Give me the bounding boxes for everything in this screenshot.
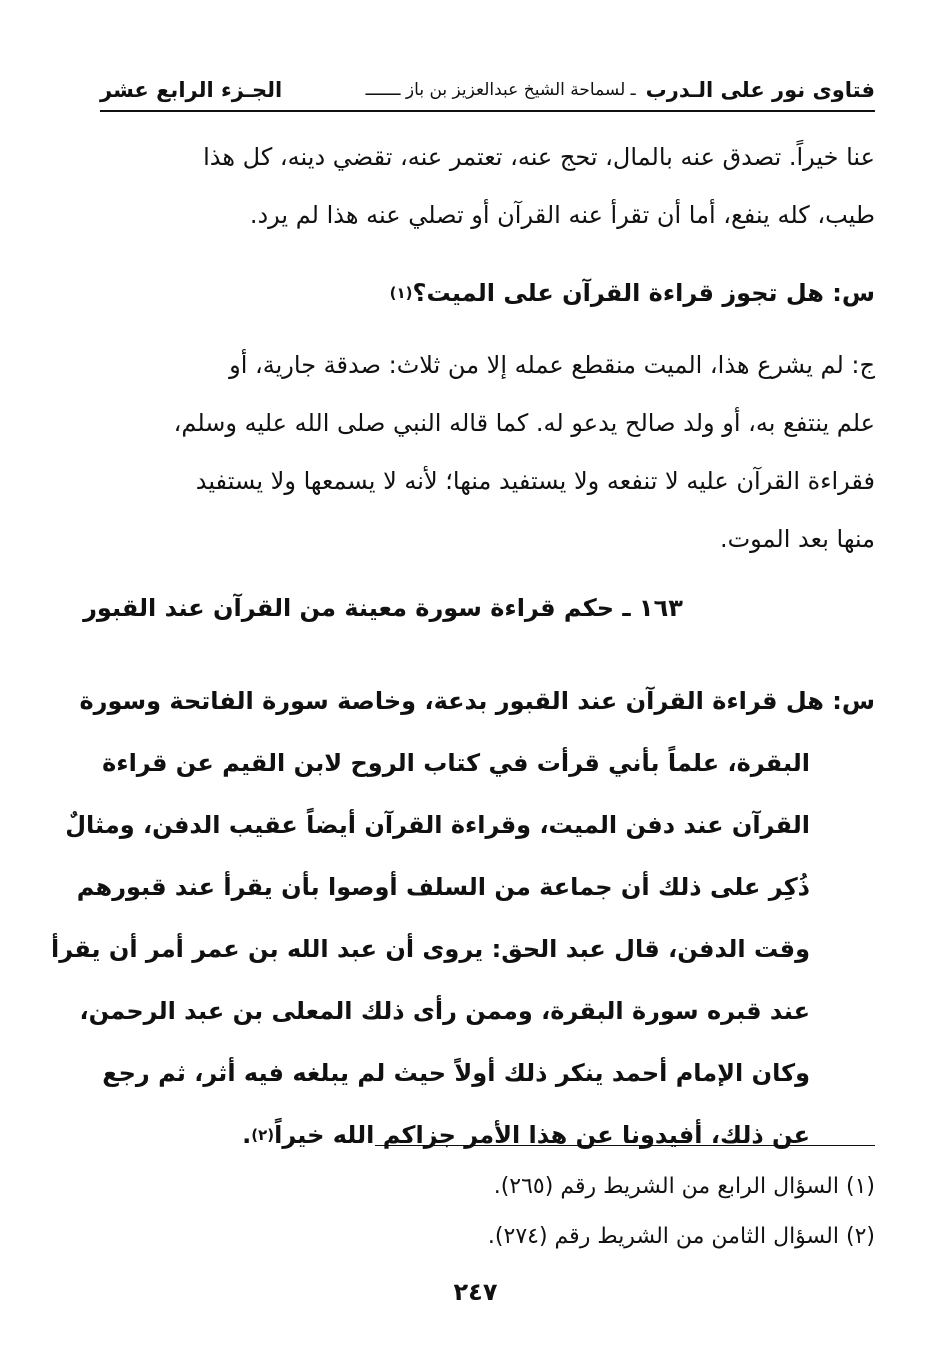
answer-1 <box>100 336 875 568</box>
continued-answer <box>100 128 875 244</box>
text-line: علم ينتفع به، أو ولد صالح يدعو له. كما قاله النبي صلى الله عليه وسلم، <box>173 409 875 437</box>
footnote-ref-2: (٢) <box>251 1126 275 1144</box>
text-line: وكان الإمام أحمد ينكر ذلك أولاً حيث لم يبلغه فيه أثر، ثم رجع <box>102 1059 810 1087</box>
sentence-end: . <box>242 1121 252 1149</box>
header-author: ـ لسماحة الشيخ عبدالعزيز بن باز ـــــــ <box>365 80 636 100</box>
text-line: وقت الدفن، قال عبد الحق: يروى أن عبد الله بن عمر أمر أن يقرأ <box>51 935 810 963</box>
text-line: فقراءة القرآن عليه لا تنفعه ولا يستفيد منها؛ لأنه لا يسمعها ولا يستفيد <box>195 467 875 495</box>
footnote-ref-1: (١) <box>389 284 413 302</box>
text-line: عنا خيراً. تصدق عنه بالمال، تحج عنه، تعتمر عنه، تقضي دينه، كل هذا <box>203 143 875 171</box>
page-number: ٢٤٧ <box>453 1278 498 1306</box>
question-1-text: س: هل تجوز قراءة القرآن على الميت؟ <box>412 279 875 307</box>
header-book-title: فتاوى نور على الـدرب <box>645 78 875 102</box>
running-header <box>100 70 875 112</box>
question-2 <box>51 670 875 1166</box>
text-line: طيب، كله ينفع، أما أن تقرأ عنه القرآن أو تصلي عنه هذا لم يرد. <box>249 201 875 229</box>
text-line: ج: لم يشرع هذا، الميت منقطع عمله إلا من ثلاث: صدقة جارية، أو <box>229 351 875 379</box>
section-heading: ١٦٣ ـ حكم قراءة سورة معينة من القرآن عند القبور <box>83 594 683 622</box>
text-line: منها بعد الموت. <box>719 525 875 553</box>
text-line: القرآن عند دفن الميت، وقراءة القرآن أيضاً عقيب الدفن، ومثالٌ <box>65 811 810 839</box>
footnote: (١) السؤال الرابع من الشريط رقم (٢٦٥). <box>493 1174 875 1199</box>
text-line: س: هل قراءة القرآن عند القبور بدعة، وخاصة سورة الفاتحة وسورة <box>79 687 875 715</box>
question-1 <box>100 264 875 322</box>
footnote: (٢) السؤال الثامن من الشريط رقم (٢٧٤). <box>487 1224 875 1249</box>
footnotes <box>100 1162 875 1262</box>
text-line: ذُكِر على ذلك أن جماعة من السلف أوصوا بأن يقرأ عند قبورهم <box>76 873 810 901</box>
text-line: البقرة، علماً بأني قرأت في كتاب الروح لابن القيم عن قراءة <box>102 749 810 777</box>
text-line: عند قبره سورة البقرة، وممن رأى ذلك المعلى بن عبد الرحمن، <box>79 997 810 1025</box>
header-part: الجـزء الرابع عشر <box>100 78 283 102</box>
footnote-divider <box>375 1145 875 1146</box>
text-line: عن ذلك، أفيدونا عن هذا الأمر جزاكم الله خيراً <box>274 1121 810 1149</box>
